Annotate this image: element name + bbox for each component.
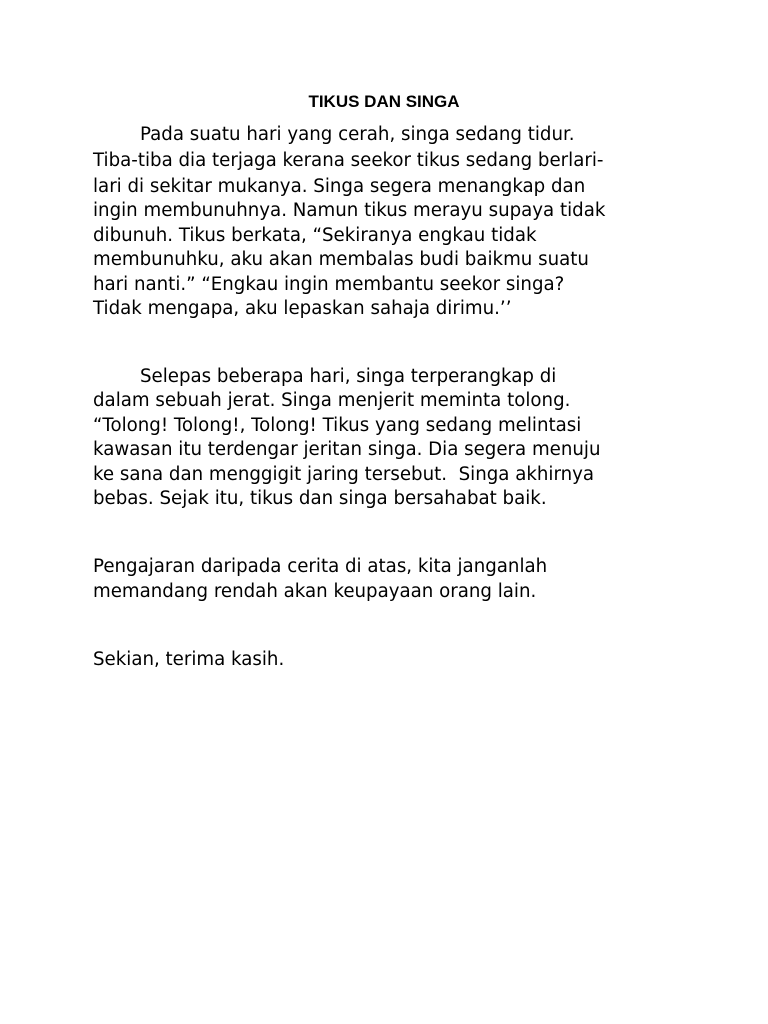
paragraph-1-line: membunuhku, aku akan membalas budi baikmu suatu	[93, 249, 589, 270]
paragraph-2-line: “Tolong! Tolong!, Tolong! Tikus yang sedang melintasi	[93, 415, 582, 436]
paragraph-2-line: kawasan itu terdengar jeritan singa. Dia segera menuju	[93, 439, 601, 460]
page-title: TIKUS DAN SINGA	[308, 92, 460, 111]
paragraph-2-line: Selepas beberapa hari, singa terperangkap di	[140, 366, 557, 387]
moral-line: memandang rendah akan keupayaan orang lain.	[93, 581, 537, 602]
paragraph-1-line: dibunuh. Tikus berkata, “Sekiranya engkau tidak	[93, 225, 537, 246]
paragraph-2-line: bebas. Sejak itu, tikus dan singa bersahabat baik.	[93, 488, 547, 509]
paragraph-1-line: Tidak mengapa, aku lepaskan sahaja dirimu.’’	[93, 298, 512, 319]
paragraph-1-line: lari di sekitar mukanya. Singa segera menangkap dan	[93, 176, 586, 197]
paragraph-1-line: ingin membunuhnya. Namun tikus merayu supaya tidak	[93, 200, 606, 221]
paragraph-2-line: ke sana dan menggigit jaring tersebut. Singa akhirnya	[93, 464, 595, 485]
paragraph-1-line: hari nanti.” “Engkau ingin membantu seekor singa?	[93, 274, 565, 295]
paragraph-2-line: dalam sebuah jerat. Singa menjerit meminta tolong.	[93, 390, 571, 411]
paragraph-1-line: Tiba-tiba dia terjaga kerana seekor tikus sedang berlari-	[93, 150, 604, 171]
paragraph-1-line: Pada suatu hari yang cerah, singa sedang tidur.	[140, 124, 575, 145]
closing-line: Sekian, terima kasih.	[93, 649, 285, 670]
moral-line: Pengajaran daripada cerita di atas, kita janganlah	[93, 556, 548, 577]
